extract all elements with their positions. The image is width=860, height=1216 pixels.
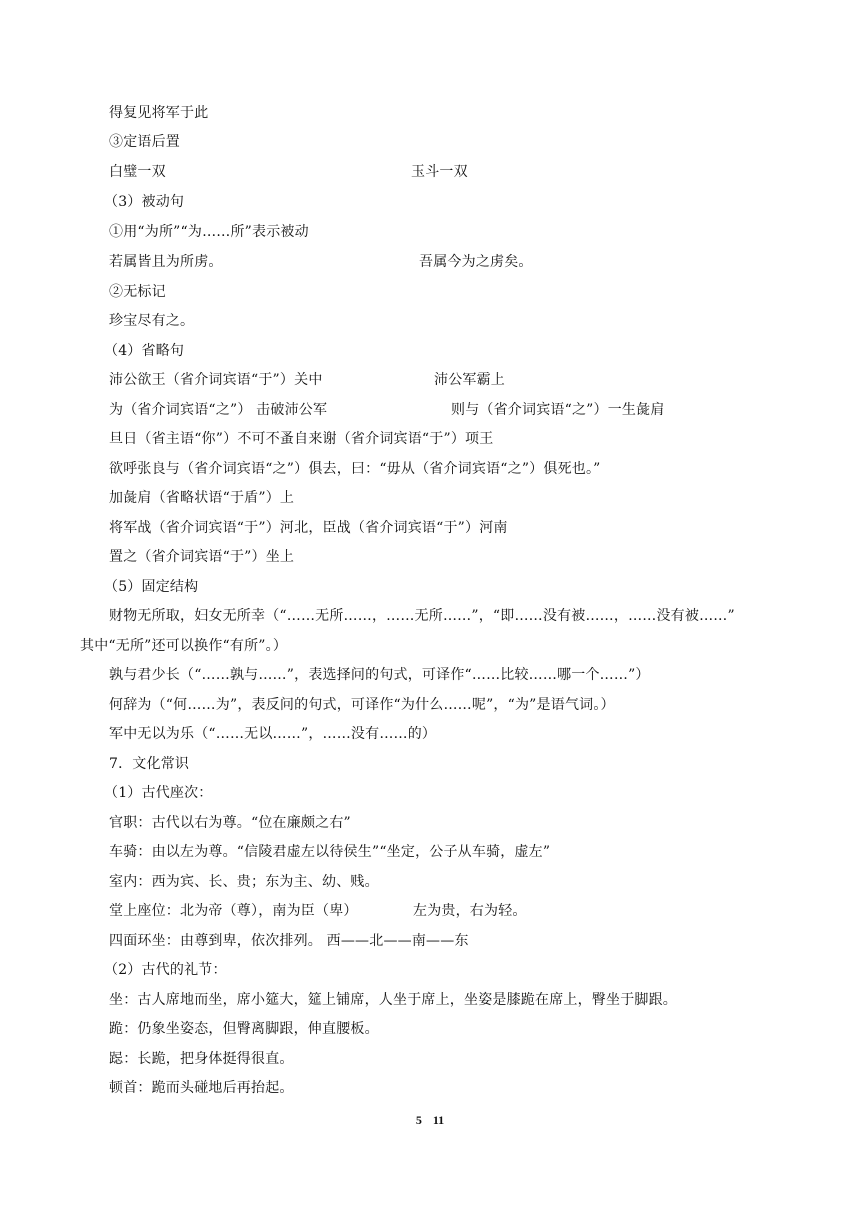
text-line: 为（省介词宾语“之”） 击破沛公军	[109, 402, 328, 418]
text-line: 沛公军霸上	[434, 372, 505, 388]
text-line: 财物无所取，妇女无所幸（“……无所……，……无所……”，“即……没有被……，……没有被……”	[109, 608, 735, 624]
text-line: 沛公欲王（省介词宾语“于”）关中	[109, 372, 323, 388]
text-line: 珍宝尽有之。	[109, 313, 195, 329]
text-line: 官职：古代以右为尊。“位在廉颇之右”	[109, 815, 351, 831]
text-line: 得复见将军于此	[109, 105, 209, 121]
text-line: 跪：仍象坐姿态，但臀离脚跟，伸直腰板。	[109, 1021, 379, 1037]
text-line: 其中“无所”还可以换作“有所”。）	[80, 638, 288, 654]
text-line: 军中无以为乐（“……无以……”，……没有……的）	[109, 726, 437, 742]
section-heading: （5）固定结构	[104, 579, 199, 595]
text-line: 车骑：由以左为尊。“信陵君虚左以待侯生”“坐定，公子从车骑，虚左”	[109, 844, 551, 860]
text-line: 左为贵，右为轻。	[413, 903, 527, 919]
text-line: 坐：古人席地而坐，席小筵大，筵上铺席，人坐于席上，坐姿是膝跪在席上，臀坐于脚跟。	[109, 992, 677, 1008]
text-line: 置之（省介词宾语“于”）坐上	[109, 549, 295, 565]
text-line: 顿首：跪而头碰地后再抬起。	[109, 1080, 294, 1096]
section-heading: 7．文化常识	[109, 756, 190, 772]
text-line: 跽：长跪，把身体挺得很直。	[109, 1051, 294, 1067]
text-line: 将军战（省介词宾语“于”）河北，臣战（省介词宾语“于”）河南	[109, 520, 508, 536]
page-footer	[0, 1113, 860, 1128]
text-line: 若属皆且为所虏。	[109, 254, 223, 270]
text-line: 白璧一双	[109, 164, 166, 180]
text-line: 加彘肩（省略状语“于盾”）上	[109, 490, 295, 506]
text-line: 堂上座位：北为帝（尊），南为臣（卑）	[109, 903, 358, 919]
text-line: ②无标记	[109, 284, 166, 300]
text-line: 室内：西为宾、长、贵；东为主、幼、贱。	[109, 874, 379, 890]
text-line: 孰与君少长（“……孰与……”，表选择问的句式，可译作“……比较……哪一个……”）	[109, 667, 650, 683]
text-line: ③定语后置	[109, 134, 180, 150]
text-line: 玉斗一双	[411, 164, 468, 180]
text-line: 旦日（省主语“你”）不可不蚤自来谢（省介词宾语“于”）项王	[109, 431, 494, 447]
section-heading: （2）古代的礼节：	[104, 962, 227, 978]
total-pages: 11	[432, 1113, 445, 1127]
text-line: 欲呼张良与（省介词宾语“之”）俱去，曰：“毋从（省介词宾语“之”）俱死也。”	[109, 461, 601, 477]
section-heading: （1）古代座次：	[104, 785, 213, 801]
section-heading: （3）被动句	[104, 194, 185, 210]
text-line: 四面环坐：由尊到卑，依次排列。 西——北——南——东	[109, 933, 469, 949]
text-line: 何辞为（“何……为”，表反问的句式，可译作“为什么……呢”，“为”是语气词。）	[109, 697, 615, 713]
page-number: 5	[415, 1113, 422, 1127]
text-line: ①用“为所”“为……所”表示被动	[109, 224, 309, 240]
text-line: 则与（省介词宾语“之”）一生彘肩	[451, 402, 665, 418]
section-heading: （4）省略句	[104, 343, 185, 359]
text-line: 吾属今为之虏矣。	[419, 254, 533, 270]
